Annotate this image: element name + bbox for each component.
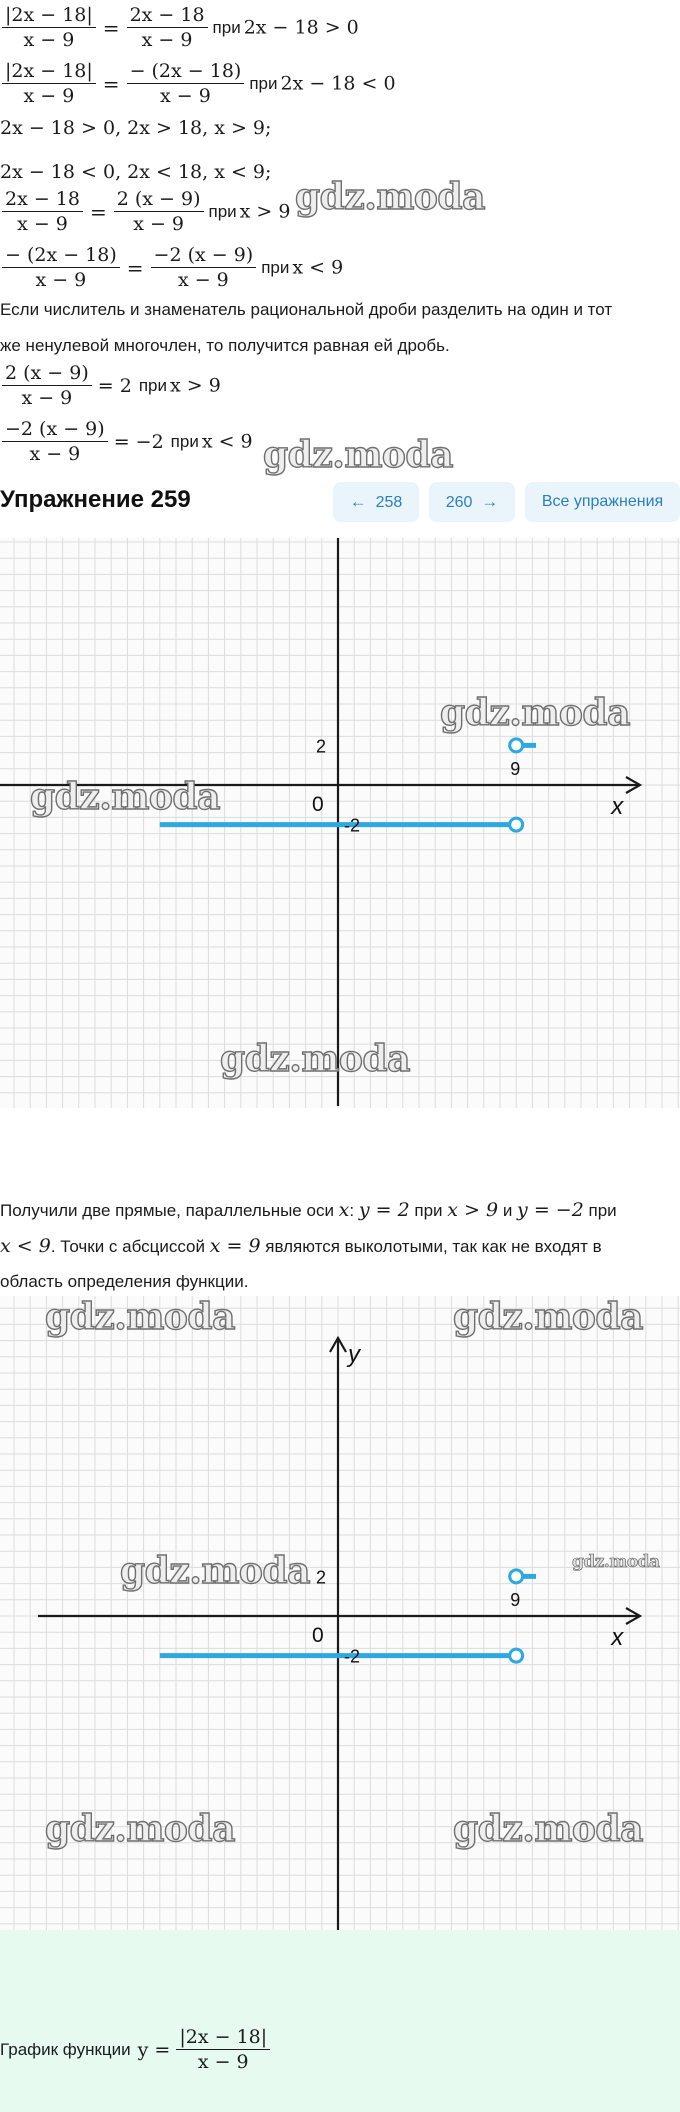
math: y = −2: [517, 1199, 584, 1221]
math: y = 2: [358, 1199, 410, 1221]
numerator: 2 (x − 9): [114, 188, 204, 212]
graph-1: [0, 538, 680, 1108]
equals-sign: =: [102, 71, 120, 96]
numerator: |2x − 18|: [176, 2026, 270, 2050]
math: x > 9: [447, 1199, 499, 1221]
math: x < 9: [0, 1235, 51, 1257]
condition: x > 9: [239, 200, 291, 223]
watermark: gdz.moda: [120, 1550, 310, 1592]
fraction: [127, 4, 208, 51]
equals-sign: =: [89, 199, 107, 224]
prev-exercise-label: 258: [375, 494, 403, 511]
inequality-line-2: 2x − 18 < 0, 2x < 18, x < 9;: [0, 161, 272, 183]
all-exercises-button[interactable]: [525, 482, 680, 522]
condition: x < 9: [292, 256, 344, 279]
watermark: gdz.moda: [572, 1552, 660, 1572]
denominator: x − 9: [29, 443, 81, 465]
denominator: x − 9: [35, 269, 87, 291]
exercise-title: Упражнение 259: [0, 486, 191, 513]
condition: 2x − 18 > 0: [243, 16, 359, 39]
denominator: x − 9: [133, 213, 185, 235]
denominator: x − 9: [23, 29, 75, 51]
text: при: [583, 1201, 617, 1220]
tick-label: -2: [344, 1646, 361, 1667]
fraction: [2, 188, 83, 235]
watermark: gdz.moda: [453, 1296, 643, 1338]
numerator: −2 (x − 9): [2, 418, 108, 442]
origin-label: 0: [312, 1624, 324, 1647]
numerator: |2x − 18|: [2, 60, 96, 84]
watermark: gdz.moda: [45, 1296, 235, 1338]
fraction: [2, 362, 92, 409]
denominator: x − 9: [160, 85, 211, 107]
fraction: [151, 244, 257, 291]
numerator: − (2x − 18): [127, 60, 245, 84]
arrow-left-icon: ←: [349, 492, 367, 511]
condition-word: при: [208, 201, 237, 221]
inequality-line-1: 2x − 18 > 0, 2x > 18, x > 9;: [0, 117, 272, 139]
formula-7: [0, 362, 221, 409]
watermark: gdz.moda: [45, 1808, 235, 1850]
text: при: [409, 1201, 448, 1220]
conclusion-line-3: область определения функции.: [0, 1272, 249, 1291]
denominator: x − 9: [177, 269, 229, 291]
text: и: [498, 1201, 518, 1220]
equals-sign: =: [102, 15, 120, 40]
rule-text-line-2: же ненулевой многочлен, то получится равная ей дробь.: [0, 336, 450, 355]
numerator: |2x − 18|: [2, 4, 96, 28]
fraction: [2, 4, 96, 51]
denominator: x − 9: [23, 85, 75, 107]
rule-text-line-1: Если числитель и знаменатель рациональной дроби разделить на один и тот: [0, 300, 613, 319]
condition-word: при: [249, 73, 278, 93]
tick-label: 2: [316, 736, 327, 757]
watermark: gdz.moda: [263, 434, 453, 476]
denominator: x − 9: [21, 387, 73, 409]
next-exercise-button[interactable]: [429, 482, 515, 522]
watermark: gdz.moda: [30, 776, 220, 818]
all-exercises-label: Все упражнения: [541, 493, 664, 510]
tick-label: 9: [510, 1590, 521, 1610]
formula-5: [0, 188, 290, 235]
next-exercise-label: 260: [445, 494, 473, 511]
formula-8: [0, 418, 253, 465]
open-point: [510, 1649, 523, 1662]
watermark: gdz.moda: [295, 176, 485, 218]
footer-label: График функции: [0, 2039, 131, 2059]
footer-y-eq: y =: [137, 2038, 171, 2061]
condition: 2x − 18 < 0: [280, 72, 396, 95]
tick-label: -2: [344, 815, 361, 836]
footer-formula: [0, 2026, 272, 2073]
prev-exercise-button[interactable]: [333, 482, 419, 522]
watermark: gdz.moda: [453, 1808, 643, 1850]
x-axis-label: x: [611, 1624, 624, 1651]
fraction: [2, 244, 120, 291]
value: = 2: [97, 374, 132, 397]
condition: x < 9: [201, 430, 253, 453]
value: = −2: [113, 430, 164, 453]
watermark: gdz.moda: [220, 1038, 410, 1080]
text: :: [349, 1201, 359, 1220]
condition-word: при: [138, 375, 167, 395]
footer-section: [0, 1930, 680, 2112]
formula-1: [0, 4, 359, 51]
condition-word: при: [212, 17, 241, 37]
text: являются выколотыми, так как не входят в: [260, 1237, 602, 1256]
conclusion-line-1: [0, 1198, 617, 1223]
fraction: [2, 418, 108, 465]
formula-2: [0, 60, 396, 107]
fraction: [114, 188, 204, 235]
text: . Точки с абсциссой: [50, 1237, 210, 1256]
y-axis-label: y: [348, 1341, 360, 1368]
denominator: x − 9: [197, 2051, 249, 2073]
denominator: x − 9: [17, 213, 68, 235]
arrow-right-icon: →: [481, 492, 499, 511]
condition-word: при: [170, 431, 199, 451]
formula-6: [0, 244, 343, 291]
fraction: [127, 60, 245, 107]
open-point: [510, 1570, 523, 1583]
equals-sign: =: [126, 255, 144, 280]
condition-word: при: [261, 257, 290, 277]
numerator: 2 (x − 9): [2, 362, 92, 386]
math: x = 9: [209, 1235, 261, 1257]
open-point: [510, 818, 523, 831]
numerator: 2x − 18: [127, 4, 208, 28]
conclusion-line-2: [0, 1234, 602, 1259]
tick-label: 2: [316, 1567, 327, 1588]
origin-label: 0: [312, 793, 324, 816]
condition: x > 9: [169, 374, 221, 397]
numerator: −2 (x − 9): [151, 244, 257, 268]
denominator: x − 9: [141, 29, 193, 51]
math: x: [338, 1199, 350, 1221]
fraction: [176, 2026, 270, 2073]
fraction: [2, 60, 96, 107]
numerator: − (2x − 18): [2, 244, 120, 268]
watermark: gdz.moda: [440, 692, 630, 734]
open-point: [510, 739, 523, 752]
tick-label: 9: [510, 759, 521, 779]
x-axis-label: x: [611, 793, 624, 820]
numerator: 2x − 18: [2, 188, 83, 212]
graph-1-svg: [0, 538, 680, 1108]
text: Получили две прямые, параллельные оси: [0, 1201, 339, 1220]
